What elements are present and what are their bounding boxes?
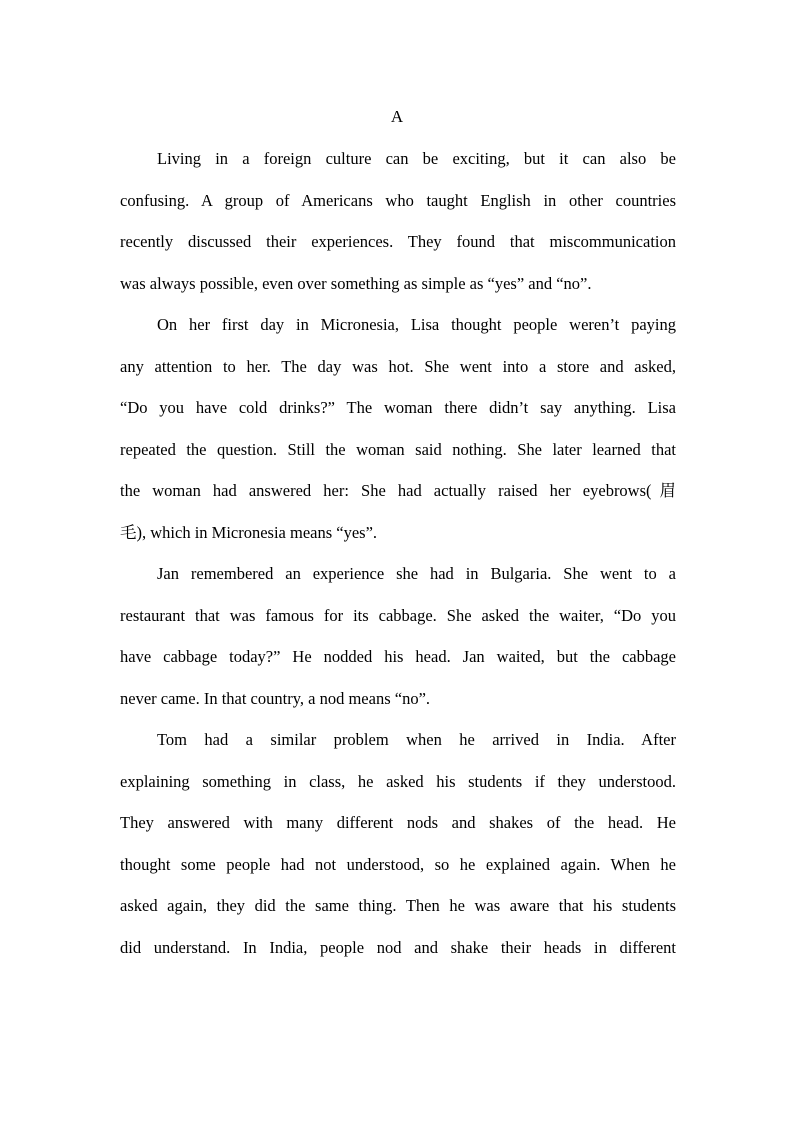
text-line: “Do you have cold drinks?” The woman there didn’t say anything. Lisa (120, 398, 676, 417)
text-line: Jan remembered an experience she had in Bulgaria. She went to a (157, 564, 676, 583)
text-line: 毛), which in Micronesia means “yes”. (120, 522, 378, 542)
text-line: never came. In that country, a nod means “no”. (120, 688, 431, 708)
text-line: They answered with many different nods and shakes of the head. He (120, 813, 676, 832)
text-line: the woman had answered her: She had actually raised her eyebrows(眉 (120, 481, 676, 500)
text-line: confusing. A group of Americans who taught English in other countries (120, 190, 676, 210)
text-line: Tom had a similar problem when he arrived in India. After (157, 730, 676, 749)
text-line: thought some people had not understood, so he explained again. When he (120, 854, 676, 874)
text-line: recently discussed their experiences. They found that miscommunication (120, 232, 676, 251)
text-line: restaurant that was famous for its cabbage. She asked the waiter, “Do you (120, 605, 676, 625)
text-line: did understand. In India, people nod and shake their heads in different (120, 937, 676, 957)
text-line: explaining something in class, he asked his students if they understood. (120, 771, 676, 791)
text-line: repeated the question. Still the woman said nothing. She later learned that (120, 439, 676, 459)
text-line: was always possible, even over something as simple as “yes” and “no”. (120, 273, 592, 293)
text-line: Living in a foreign culture can be exciting, but it can also be (157, 149, 676, 168)
text-line: have cabbage today?” He nodded his head. Jan waited, but the cabbage (120, 647, 676, 666)
text-line: asked again, they did the same thing. Then he was aware that his students (120, 896, 676, 915)
passage-title: A (390, 107, 404, 126)
text-line: any attention to her. The day was hot. She went into a store and asked, (120, 356, 676, 376)
passage-body (120, 147, 676, 977)
text-line: On her first day in Micronesia, Lisa thought people weren’t paying (157, 315, 676, 334)
